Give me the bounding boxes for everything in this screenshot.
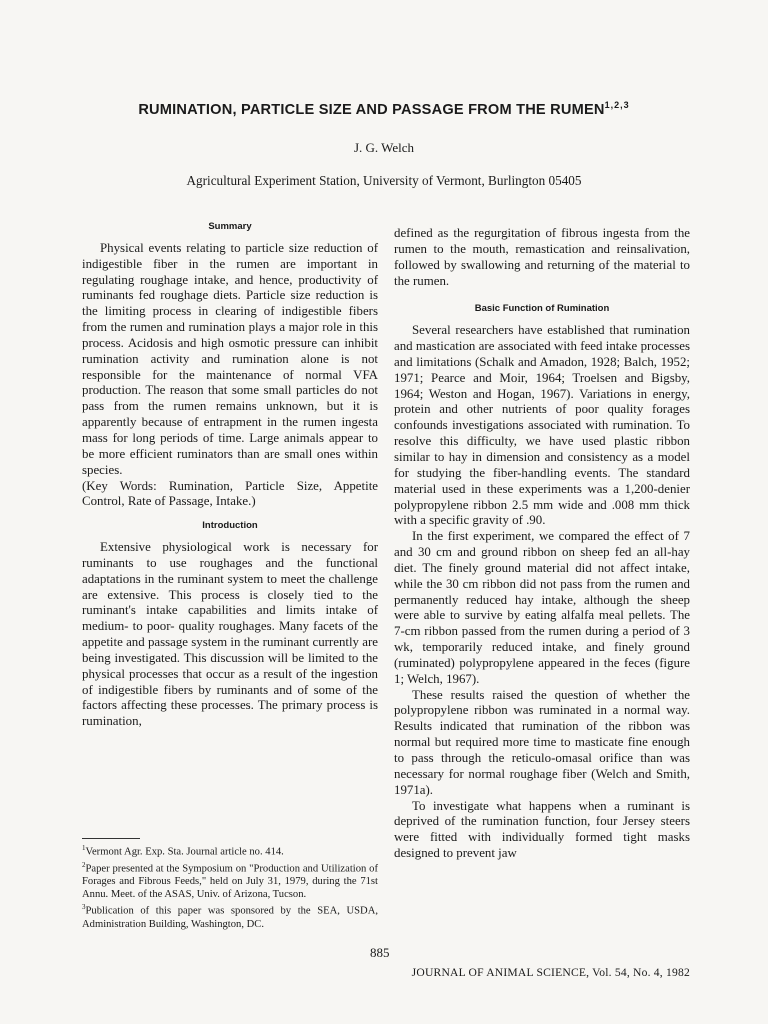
summary-paragraph: Physical events relating to particle size reduction of indigestible fiber in the rumen are important in regulating roughage intake, and hence, productivity of ruminants fed roughage diets. Particle size reduction is the limiting process in clearing of indigestible fibers from the rumen and rumination plays a major role in this process. Acidosis and high osmotic pressure can inhibit rumination activity and rumination alone is not responsible for the maintenance of normal VFA production. The reason that some small particles do not pass from the rumen remains unknown, but it is apparently because of entrapment in the rumen ingesta mass for long periods of time. Large animals appear to be more efficient ruminators than are small ones within species. — [82, 240, 378, 477]
footnote-mark: 3 — [82, 903, 86, 912]
paper-title — [0, 100, 768, 118]
left-column — [82, 219, 378, 730]
right-column — [394, 226, 690, 862]
title-footnote-marks: 1,2,3 — [604, 100, 630, 110]
journal-citation: JOURNAL OF ANIMAL SCIENCE, Vol. 54, No. 4, 1982 — [411, 966, 690, 979]
basic-function-heading: Basic Function of Rumination — [474, 303, 610, 315]
footnote — [82, 842, 378, 859]
page-number: 885 — [370, 945, 390, 960]
footnote-text: Publication of this paper was sponsored by the SEA, USDA, Administration Building, Washington, DC. — [82, 905, 378, 930]
summary-heading: Summary — [208, 221, 252, 232]
footnote-text: Vermont Agr. Exp. Sta. Journal article no. 414. — [85, 846, 284, 858]
body-paragraph: In the first experiment, we compared the effect of 7 and 30 cm and ground ribbon on sheep fed an all-hay diet. The finely ground material did not affect intake, while the 30 cm ribbon did not pass from the rumen and permanently reduced hay intake, although the sheep were able to survive by eating alfalfa meal pellets. The 7-cm ribbon passed from the rumen during a period of 3 wk, temporarily reduced intake, and finely ground (ruminated) polypropylene appeared in the feces (figure 1; Welch, 1967). — [394, 529, 690, 686]
introduction-heading: Introduction — [202, 520, 258, 532]
footnote-text: Paper presented at the Symposium on "Production and Utilization of Forages and Fibrous Feeds," held on July 31, 1979, during the 71st Annu. Meet. of the ASAS, Univ. of Arizona, Tucson. — [82, 863, 378, 900]
continuation-paragraph: defined as the regurgitation of fibrous ingesta from the rumen to the mouth, remastication and reinsalivation, followed by swallowing and returning of the material to the rumen. — [394, 226, 690, 288]
paper-title-text: RUMINATION, PARTICLE SIZE AND PASSAGE FROM THE RUMEN — [138, 101, 605, 118]
author-affiliation: Agricultural Experiment Station, University of Vermont, Burlington 05405 — [186, 173, 582, 188]
body-paragraph: To investigate what happens when a ruminant is deprived of the rumination function, four Jersey steers were fitted with individually formed tight masks designed to prevent jaw — [394, 798, 690, 861]
author-name: J. G. Welch — [353, 140, 415, 155]
footnote-rule — [82, 838, 140, 839]
key-words: (Key Words: Rumination, Particle Size, Appetite Control, Rate of Passage, Intake.) — [82, 478, 378, 509]
body-paragraph: These results raised the question of whether the polypropylene ribbon was ruminated in a normal way. Results indicated that rumination of the ribbon was normal but required more time to masticate fine enough to pass through the reticulo-omasal orifice than was necessary for normal roughage fiber (Welch and Smith, 1971a). — [394, 687, 690, 797]
body-paragraph: Several researchers have established that rumination and mastication are associated with feed intake processes and limitations (Schalk and Amadon, 1928; Balch, 1952; 1971; Pearce and Moir, 1964; Troelsen and Bigsby, 1964; Weston and Hogan, 1967). Variations in energy, protein and other nutrients of poor quality forages confounds investigations associated with rumination. To resolve this difficulty, we have used plastic ribbon similar to hay in dimension and consistency as a model for studying the fiber-handling events. The standard material used in these experiments was a 1,200-denier polypropylene ribbon 2.5 mm wide and .008 mm thick with a specific gravity of .90. — [394, 323, 690, 528]
footnote — [82, 859, 378, 901]
footnotes — [82, 838, 378, 931]
footnote-mark: 1 — [82, 844, 86, 852]
footnote — [82, 901, 378, 931]
introduction-paragraph: Extensive physiological work is necessary for ruminants to use roughages and the functional adaptations in the ruminant system to meet the challenge are extensive. This process is closely tied to the ruminant's intake capabilities and limits intake of medium- to poor- quality roughages. Many facets of the appetite and passage system in the ruminant currently are being investigated. This discussion will be limited to the physical processes that occur as a result of the ingestion of indigestible fibers by ruminants and of some of the factors affecting these processes. The primary process is rumination, — [82, 540, 378, 729]
footnote-mark: 2 — [82, 861, 86, 870]
